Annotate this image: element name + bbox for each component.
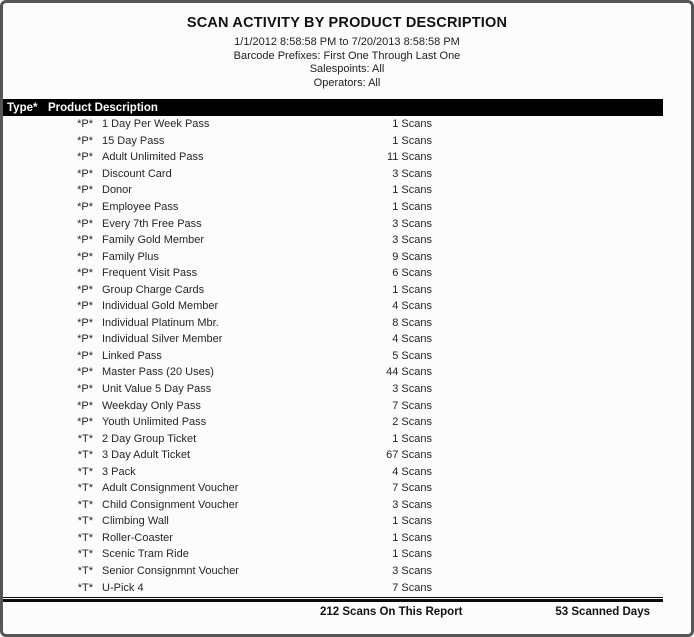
row-description: Family Gold Member — [102, 234, 205, 247]
row-scans: 7 Scans — [392, 399, 432, 412]
row-description: Adult Consignment Voucher — [102, 482, 239, 495]
row-type: *T* — [77, 565, 93, 578]
table-row — [3, 430, 663, 447]
row-scans: 1 Scans — [392, 548, 432, 561]
report-title: SCAN ACTIVITY BY PRODUCT DESCRIPTION — [186, 15, 508, 31]
row-description: Every 7th Free Pass — [102, 217, 202, 230]
row-description: 3 Day Adult Ticket — [102, 449, 191, 462]
row-scans: 3 Scans — [392, 565, 432, 578]
row-type: *P* — [77, 234, 93, 247]
row-description: Individual Platinum Mbr. — [102, 316, 219, 329]
row-scans: 7 Scans — [392, 581, 432, 594]
row-description: Weekday Only Pass — [102, 399, 201, 412]
row-type: *T* — [77, 498, 93, 511]
table-row — [3, 381, 663, 398]
row-type: *P* — [77, 184, 93, 197]
row-type: *P* — [77, 399, 93, 412]
table-row — [3, 414, 663, 431]
row-description: Adult Unlimited Pass — [102, 151, 204, 164]
row-description: Unit Value 5 Day Pass — [102, 383, 212, 396]
row-scans: 1 Scans — [392, 531, 432, 544]
row-type: *T* — [77, 482, 93, 495]
row-description: Youth Unlimited Pass — [102, 416, 207, 429]
table-row — [3, 447, 663, 464]
row-description: Donor — [102, 184, 132, 197]
report-barcode-prefixes: Barcode Prefixes: First One Through Last One — [233, 49, 461, 62]
table-row — [3, 364, 663, 381]
row-description: Family Plus — [102, 250, 159, 263]
row-type: *P* — [77, 118, 93, 131]
row-scans: 3 Scans — [392, 498, 432, 511]
row-type: *T* — [77, 449, 93, 462]
table-row — [3, 348, 663, 365]
row-description: Linked Pass — [102, 349, 162, 362]
row-scans: 1 Scans — [392, 134, 432, 147]
table-row — [3, 480, 663, 497]
table-header-bar — [3, 99, 663, 116]
table-row — [3, 513, 663, 530]
table-row — [3, 315, 663, 332]
table-row — [3, 546, 663, 563]
row-description: Child Consignment Voucher — [102, 498, 239, 511]
row-type: *P* — [77, 250, 93, 263]
table-row — [3, 232, 663, 249]
table-row — [3, 248, 663, 265]
row-type: *P* — [77, 349, 93, 362]
row-scans: 8 Scans — [392, 316, 432, 329]
row-description: Group Charge Cards — [102, 283, 205, 296]
row-scans: 3 Scans — [392, 217, 432, 230]
row-scans: 1 Scans — [392, 515, 432, 528]
row-scans: 67 Scans — [386, 449, 432, 462]
table-row — [3, 281, 663, 298]
table-row — [3, 497, 663, 514]
table-row — [3, 182, 663, 199]
row-description: Employee Pass — [102, 201, 179, 213]
row-description: 3 Pack — [102, 465, 136, 478]
row-scans: 3 Scans — [392, 383, 432, 396]
row-scans: 1 Scans — [392, 118, 432, 131]
row-scans: 4 Scans — [392, 465, 432, 478]
row-type: *P* — [77, 283, 93, 296]
row-type: *T* — [77, 548, 93, 561]
table-row — [3, 166, 663, 183]
row-type: *P* — [77, 201, 93, 213]
row-scans: 3 Scans — [392, 234, 432, 247]
row-type: *P* — [77, 383, 93, 396]
row-description: Discount Card — [102, 167, 172, 180]
row-type: *P* — [77, 134, 93, 147]
row-type: *T* — [77, 531, 93, 544]
row-description: Scenic Tram Ride — [102, 548, 189, 561]
row-type: *P* — [77, 333, 93, 346]
row-scans: 3 Scans — [392, 167, 432, 180]
row-scans: 44 Scans — [386, 366, 432, 379]
column-header-type: Type* — [7, 101, 38, 114]
row-type: *P* — [77, 151, 93, 164]
row-type: *P* — [77, 267, 93, 280]
row-description: Roller-Coaster — [102, 531, 173, 544]
footer-spacer — [463, 606, 556, 618]
row-type: *P* — [77, 217, 93, 230]
row-description: 15 Day Pass — [102, 134, 165, 147]
column-header-description: Product Description — [48, 101, 158, 114]
row-type: *T* — [77, 515, 93, 528]
row-scans: 1 Scans — [392, 432, 432, 445]
table-row — [3, 116, 663, 133]
row-type: *P* — [77, 300, 93, 313]
row-description: Climbing Wall — [102, 515, 169, 528]
row-scans: 11 Scans — [386, 151, 432, 164]
row-scans: 1 Scans — [392, 201, 432, 213]
table-row — [3, 579, 663, 596]
row-description: Individual Silver Member — [102, 333, 223, 346]
row-scans: 6 Scans — [392, 267, 432, 280]
report-table — [3, 99, 663, 618]
table-row — [3, 563, 663, 580]
row-scans: 1 Scans — [392, 184, 432, 197]
row-type: *T* — [77, 465, 93, 478]
table-row — [3, 133, 663, 150]
report-date-range: 1/1/2012 8:58:58 PM to 7/20/2013 8:58:58 PM — [234, 36, 460, 48]
row-scans: 2 Scans — [392, 416, 432, 429]
row-description: Senior Consignmnt Voucher — [102, 565, 239, 578]
table-row — [3, 199, 663, 216]
row-type: *T* — [77, 581, 93, 594]
table-row — [3, 463, 663, 480]
row-scans: 1 Scans — [392, 283, 432, 296]
report-operators: Operators: All — [313, 76, 381, 89]
report-salespoints: Salespoints: All — [309, 63, 385, 75]
row-description: 1 Day Per Week Pass — [102, 118, 210, 131]
table-row — [3, 298, 663, 315]
row-type: *P* — [77, 416, 93, 429]
row-type: *P* — [77, 366, 93, 379]
row-scans: 5 Scans — [392, 349, 432, 362]
row-description: Individual Gold Member — [102, 300, 219, 313]
row-description: Master Pass (20 Uses) — [102, 366, 214, 379]
table-body — [3, 116, 663, 596]
totals-divider — [3, 597, 663, 602]
row-description: U-Pick 4 — [102, 581, 144, 594]
total-scans-on-report: 212 Scans On This Report — [320, 605, 463, 618]
table-row — [3, 397, 663, 414]
table-row — [3, 215, 663, 232]
report-footer — [3, 606, 663, 618]
row-description: 2 Day Group Ticket — [102, 432, 197, 445]
scanned-days-total: 53 Scanned Days — [555, 605, 650, 618]
row-scans: 4 Scans — [392, 333, 432, 346]
table-row — [3, 265, 663, 282]
table-row — [3, 331, 663, 348]
row-description: Frequent Visit Pass — [102, 267, 198, 280]
table-row — [3, 530, 663, 547]
report-subtitles — [3, 36, 691, 90]
row-scans: 7 Scans — [392, 482, 432, 495]
row-scans: 9 Scans — [392, 250, 432, 263]
row-type: *T* — [77, 432, 93, 445]
row-scans: 4 Scans — [392, 300, 432, 313]
row-type: *P* — [77, 167, 93, 180]
row-type: *P* — [77, 316, 93, 329]
table-row — [3, 149, 663, 166]
